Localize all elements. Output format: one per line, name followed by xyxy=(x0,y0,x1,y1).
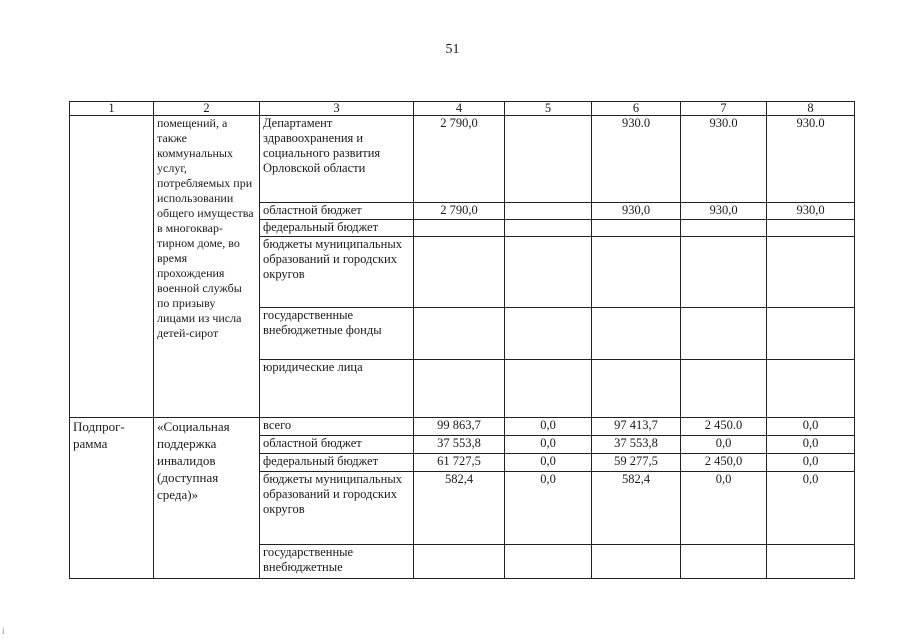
value-cell xyxy=(681,545,767,579)
funding-source: федеральный бюджет xyxy=(260,454,414,472)
value-cell xyxy=(505,116,592,203)
value-cell xyxy=(414,220,505,237)
value-cell xyxy=(505,237,592,308)
funding-source: государственные внебюджетные фонды xyxy=(260,308,414,360)
value-cell xyxy=(505,308,592,360)
value-cell: 0,0 xyxy=(767,472,855,545)
value-cell xyxy=(681,220,767,237)
funding-source: бюджеты муниципальных образований и городских округов xyxy=(260,472,414,545)
value-cell: 59 277,5 xyxy=(592,454,681,472)
value-cell: 0,0 xyxy=(505,418,592,436)
value-cell xyxy=(767,237,855,308)
value-cell xyxy=(592,220,681,237)
table-row xyxy=(70,116,855,203)
value-cell: 0,0 xyxy=(505,472,592,545)
value-cell: 930,0 xyxy=(681,203,767,220)
value-cell: 0,0 xyxy=(767,454,855,472)
value-cell xyxy=(505,203,592,220)
header-cell: 5 xyxy=(505,102,592,116)
value-cell xyxy=(505,360,592,418)
budget-table xyxy=(69,101,855,579)
value-cell xyxy=(505,220,592,237)
value-cell xyxy=(592,360,681,418)
header-cell: 3 xyxy=(260,102,414,116)
value-cell: 582,4 xyxy=(592,472,681,545)
value-cell: 930.0 xyxy=(767,116,855,203)
value-cell: 930.0 xyxy=(592,116,681,203)
value-cell: 930,0 xyxy=(767,203,855,220)
header-cell: 7 xyxy=(681,102,767,116)
value-cell: 582,4 xyxy=(414,472,505,545)
value-cell: 0,0 xyxy=(767,418,855,436)
value-cell: 97 413,7 xyxy=(592,418,681,436)
value-cell xyxy=(592,308,681,360)
value-cell xyxy=(592,545,681,579)
value-cell xyxy=(414,308,505,360)
header-cell: 2 xyxy=(154,102,260,116)
value-cell: 2 450,0 xyxy=(681,454,767,472)
value-cell xyxy=(592,237,681,308)
value-cell: 61 727,5 xyxy=(414,454,505,472)
value-cell: 0,0 xyxy=(505,436,592,454)
value-cell xyxy=(767,308,855,360)
value-cell: 2 790,0 xyxy=(414,203,505,220)
margin-mark: i xyxy=(2,626,5,636)
section1-col1 xyxy=(70,116,154,418)
value-cell xyxy=(767,220,855,237)
value-cell: 0,0 xyxy=(767,436,855,454)
value-cell xyxy=(414,545,505,579)
header-cell: 4 xyxy=(414,102,505,116)
subprogram-label: Подпрог-рамма xyxy=(70,418,154,579)
subprogram-name: «Социальная поддержка инвалидов (доступная среда)» xyxy=(154,418,260,579)
value-cell: 0,0 xyxy=(681,436,767,454)
value-cell: 2 790,0 xyxy=(414,116,505,203)
section1-description: помещений, а также коммунальных услуг, потребляемых при использовании общего имущества в многоквар-тирном доме, во время прохождения военной службы по призыву лицами из числа детей-сирот xyxy=(154,116,260,418)
header-cell: 8 xyxy=(767,102,855,116)
header-cell: 1 xyxy=(70,102,154,116)
value-cell: 37 553,8 xyxy=(414,436,505,454)
value-cell xyxy=(681,308,767,360)
header-row xyxy=(70,102,855,116)
funding-source: Департамент здравоохранения и социального развития Орловской области xyxy=(260,116,414,203)
value-cell xyxy=(414,237,505,308)
value-cell xyxy=(681,360,767,418)
value-cell: 930,0 xyxy=(592,203,681,220)
value-cell: 930.0 xyxy=(681,116,767,203)
value-cell: 2 450.0 xyxy=(681,418,767,436)
funding-source: всего xyxy=(260,418,414,436)
value-cell: 0,0 xyxy=(505,454,592,472)
page-number: 51 xyxy=(445,42,460,57)
value-cell xyxy=(505,545,592,579)
funding-source: областной бюджет xyxy=(260,436,414,454)
value-cell xyxy=(681,237,767,308)
table-row xyxy=(70,418,855,436)
header-cell: 6 xyxy=(592,102,681,116)
funding-source: областной бюджет xyxy=(260,203,414,220)
value-cell: 37 553,8 xyxy=(592,436,681,454)
value-cell xyxy=(767,360,855,418)
value-cell xyxy=(414,360,505,418)
value-cell: 0,0 xyxy=(681,472,767,545)
value-cell xyxy=(767,545,855,579)
funding-source: юридические лица xyxy=(260,360,414,418)
value-cell: 99 863,7 xyxy=(414,418,505,436)
funding-source: бюджеты муниципальных образований и городских округов xyxy=(260,237,414,308)
funding-source: федеральный бюджет xyxy=(260,220,414,237)
funding-source: государственные внебюджетные xyxy=(260,545,414,579)
